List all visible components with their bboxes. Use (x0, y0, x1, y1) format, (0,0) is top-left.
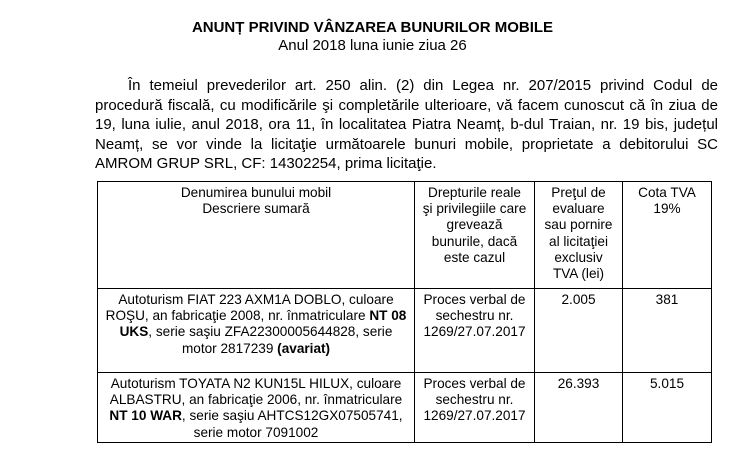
row-description (98, 373, 415, 443)
row-vat: 5.015 (623, 373, 712, 443)
intro-text: În temeiul prevederilor art. 250 alin. (2) din Legea nr. 207/2015 privind Codul de procedură fiscală, cu modificările şi completările ulterioare, vă facem cunoscut că în ziua de 19, luna iulie, anul 2018, ora 11, în localitatea Piatra Neamț, b-dul Traian, nr. 19 bis, județul Neamț, se vor vinde la licitaţie următoarele bunuri mobile, proprietate a debitorului SC AMROM GRUP SRL, CF: 14302254, prima licitaţie. (95, 77, 718, 173)
header-rights (415, 182, 535, 289)
row-rights: Proces verbal de sechestru nr. 1269/27.07.2017 (415, 289, 535, 373)
header-vat-line1: Cota TVA (638, 185, 696, 200)
header-price (535, 182, 623, 289)
row-description-rest: , serie saşiu ZFA22300005644828, serie motor 2817239 (148, 324, 393, 356)
table-row (98, 289, 712, 373)
row-price: 2.005 (535, 289, 623, 373)
header-item-name-line2: Descriere sumară (202, 201, 310, 217)
table-header-row (98, 182, 712, 289)
header-rights-text: Drepturile reale şi privilegiile care grevează bunurile, dacă este cazul (422, 185, 527, 265)
row-plate: NT 08 UKS (119, 308, 407, 340)
row-note: (avariat) (277, 340, 331, 356)
row-description-text: Autoturism TOYATA N2 KUN15L HILUX, culoare ALBASTRU, an fabricaţie 2006, nr. înmatriculare (109, 376, 403, 408)
goods-table (97, 181, 712, 443)
row-description (98, 289, 415, 373)
row-plate: NT 10 WAR (109, 408, 182, 424)
row-price: 26.393 (535, 373, 623, 443)
header-item-name (98, 182, 415, 289)
row-description-text: Autoturism FIAT 223 AXM1A DOBLO, culoare ROŞU, an fabricaţie 2008, nr. înmatriculare (105, 292, 394, 324)
row-rights: Proces verbal de sechestru nr. 1269/27.07.2017 (415, 373, 535, 443)
header-price-text: Preţul de evaluare sau pornire al licitaţiei exclusiv TVA (lei) (544, 185, 613, 282)
intro-paragraph (95, 76, 718, 174)
header-item-name-line1: Denumirea bunului mobil (180, 185, 332, 200)
page-subtitle: Anul 2018 luna iunie ziua 26 (278, 37, 467, 54)
header-vat-line2: 19% (653, 201, 681, 217)
row-description-rest: , serie saşiu AHTCS12GX07505741, serie motor 7091002 (181, 408, 403, 440)
page-title: ANUNȚ PRIVIND VÂNZAREA BUNURILOR MOBILE (191, 19, 554, 36)
table-row (98, 373, 712, 443)
row-vat: 381 (623, 289, 712, 373)
header-vat (623, 182, 712, 289)
